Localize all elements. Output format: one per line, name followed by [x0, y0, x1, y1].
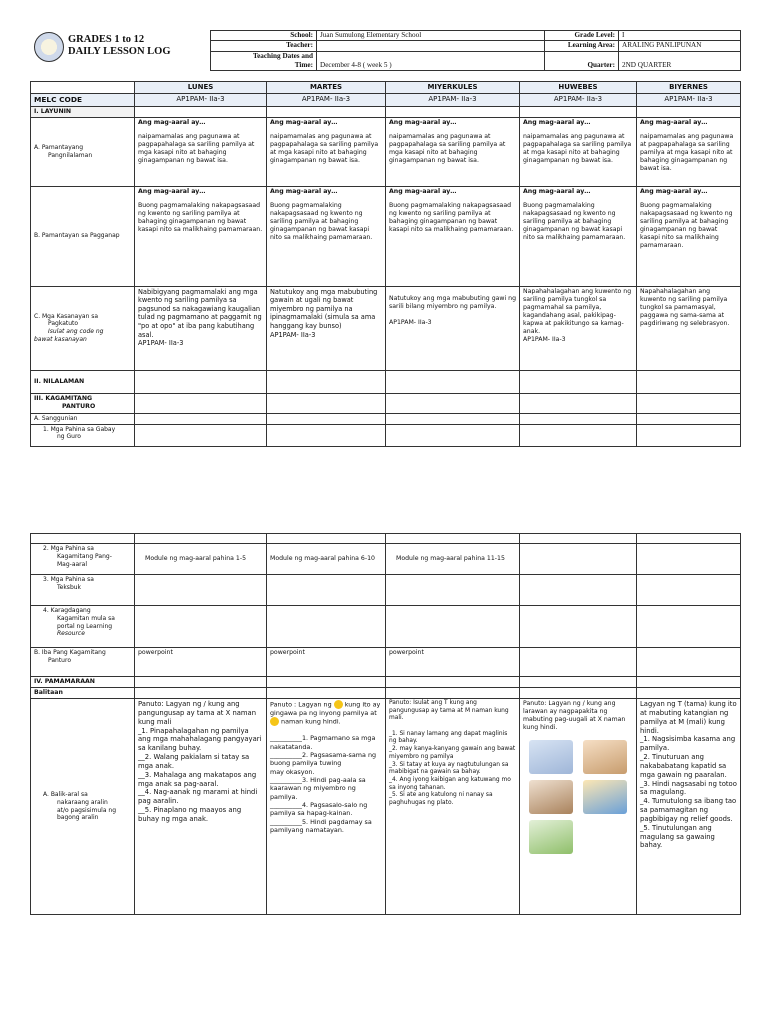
cell-text: naipamamalas ang pagunawa at pagpapahalaga sa sariling pamilya at mga kasapi nito at bahaging ginagampanan ng bawat isa.: [523, 132, 632, 165]
cell-module-miyerkules: Module ng mag-aaral pahina 11-15: [386, 544, 520, 575]
teaching-dates-label-line1: Teaching Dates and: [252, 51, 313, 60]
cell-text: naipamamalas ang pagunawa at pagpapahalaga sa sariling pamilya at mga kasapi nito at bahaging ginagampanan ng bawat isa.: [640, 132, 734, 173]
row-label-balik-aral: [31, 699, 135, 915]
cell-text: naipamamalas ang pagunawa at pagpapahalaga sa sariling pamilya at mga kasapi nito at bahaging ginagampanan ng bawat isa.: [138, 132, 255, 165]
cell-pagganap-martes: [267, 186, 386, 286]
smiley-sad-icon: [270, 717, 279, 726]
picture-child-caring: [529, 820, 573, 854]
cell-intro: Ang mag-aaral ay…: [640, 187, 708, 195]
row-label-line: Pagkatuto: [48, 320, 79, 328]
cell-intro: Ang mag-aaral ay…: [523, 118, 591, 126]
row-label-line: B. Iba Pang Kagamitang: [34, 649, 106, 656]
cell-kasanayan-martes: Natutukoy ang mga mabubuting gawain at ugali ng bawat miyembro ng pamilya na ipinagmamalaki (simula sa ama hanggang kay bunso) AP1PAM- IIa-3: [267, 286, 386, 370]
row-label-line: C. Mga Kasanayan sa: [34, 312, 99, 320]
melc-code-label: MELC CODE: [31, 94, 135, 107]
school-label: School:: [211, 31, 317, 41]
melc-code-lunes: AP1PAM- IIa-3: [135, 94, 267, 107]
cell-kasanayan-miyerkules: Natutukoy ang mga mabubuting gawi ng sarili bilang miyembro ng pamilya. AP1PAM- IIa-3: [386, 286, 520, 370]
row-label-line: Isulat ang code ng: [48, 328, 104, 336]
row-label-line: nakaraang aralin: [57, 798, 108, 806]
cell-balik-huwebes: [520, 699, 637, 915]
picture-grid: [523, 732, 633, 856]
picture-family-hug: [529, 740, 573, 774]
cell-pamantayang-huwebes: [520, 117, 637, 186]
section-kagamitang-panturo: [31, 393, 135, 413]
row-label-mga-kasanayan: [31, 286, 135, 370]
quarter-value: 2ND QUARTER: [619, 51, 741, 71]
corner-cell: [31, 82, 135, 94]
row-label-iba-pang-kagamitang-panturo: [31, 648, 135, 677]
section-line: III. KAGAMITANG: [34, 394, 93, 402]
cell-kasanayan-lunes: Nabibigyang pagmamalaki ang mga kwento ng sariling pamilya sa pagsunod sa nakagawiang kaugalian tulad ng pagmamano at paggamit ng "po at opo" at iba pang kabutihang asal. AP1PAM- IIa-3: [135, 286, 267, 370]
learning-area-value: ARALING PANLIPUNAN: [619, 41, 741, 51]
row-label-pamantayang-pangnilalaman: [31, 117, 135, 186]
cell-module-huwebes: [520, 544, 637, 575]
panuto-text: naman kung hindi.: [279, 717, 341, 726]
grade-level-value: I: [619, 31, 741, 41]
cell-pamantayang-biyernes: [637, 117, 741, 186]
row-label-pamantayan-sa-pagganap: B. Pamantayan sa Pagganap: [31, 186, 135, 286]
cell-iba-lunes: powerpoint: [135, 648, 267, 677]
cell-intro: Ang mag-aaral ay…: [389, 187, 457, 195]
row-label-line: bagong aralin: [57, 814, 99, 822]
martes-panuto: [270, 700, 382, 726]
row-label-line: A. Balik-aral sa: [43, 791, 88, 799]
cell-pagganap-biyernes: [637, 186, 741, 286]
teaching-dates-label: [211, 51, 317, 71]
cell-text: Buong pagmamalaking nakapagsasaad ng kwento ng sariling pamilya at bahaging ginagampanan ng bawat kasapi nito sa malikhaing pamamaraan.: [389, 201, 514, 234]
cell-text: Buong pagmamalaking nakapagsasaad ng kwento ng sariling pamilya at bahaging ginagampanan ng bawat kasapi nito sa malikhaing pamamaraan.: [523, 201, 626, 242]
teaching-dates-value: December 4-8 ( week 5 ): [317, 51, 545, 71]
day-miyerkules: MIYERKULES: [386, 82, 520, 94]
cell-iba-huwebes: [520, 648, 637, 677]
smiley-happy-icon: [334, 700, 343, 709]
lesson-table-part2: [30, 533, 740, 915]
row-label-karagdagang-kagamitan: [31, 606, 135, 648]
row-label-sanggunian: A. Sanggunian: [31, 413, 135, 424]
cell-module-lunes: Module ng mag-aaral pahina 1-5: [135, 544, 267, 575]
row-label-teksbuk: [31, 575, 135, 606]
grade-level-label: Grade Level:: [545, 31, 619, 41]
dll-title-line2: DAILY LESSON LOG: [68, 46, 171, 57]
cell-kasanayan-biyernes: Napahahalagahan ang kuwento ng sariling pamilya tungkol sa pamamasyal, paggawa ng sama-sama at pagdiriwang ng selebrasyon.: [637, 286, 741, 370]
row-label-kagamitang-pang-mag-aaral: [31, 544, 135, 575]
cell-balik-biyernes: Lagyan ng T (tama) kung ito at mabuting katangian ng pamilya at M (mali) kung hindi. _1. Nagsisimba kasama ang pamilya. _2. Tinuturuan ang nakababatang kapatid sa mga gawain ng paaralan. _3. Hindi nagsasabi ng totoo sa magulang. _4. Tumutulong sa ibang tao sa pamamagitan ng pagbibigay ng relief goods. _5. Tinutulungan ang magulang sa gawaing bahay.: [637, 699, 741, 915]
melc-code-huwebes: AP1PAM- IIa-3: [520, 94, 637, 107]
cell-pamantayang-miyerkules: [386, 117, 520, 186]
cell-text: naipamamalas ang pagunawa at pagpapahalaga sa sariling pamilya at mga kasapi nito at bahaging ginagampanan ng bawat isa.: [389, 132, 506, 165]
panuto-text: kung ito ay gingawa pa ng inyong pamilya at: [270, 700, 381, 718]
melc-code-martes: AP1PAM- IIa-3: [267, 94, 386, 107]
row-label-line: portal ng Learning: [57, 622, 113, 630]
cell-module-biyernes: [637, 544, 741, 575]
day-martes: MARTES: [267, 82, 386, 94]
cell-pagganap-lunes: [135, 186, 267, 286]
row-label-line: Teksbuk: [57, 583, 82, 591]
cell-balik-miyerkules: Panuto: Isulat ang T kung ang pangungusap ay tama at M naman kung mali. _1. Si nanay lamang ang dapat maglinis ng bahay. _2. may kanya-kanyang gawain ang bawat miyembro ng pamilya _3. Si tatay at kuya ay nagtutulungan sa mabibigat na gawain sa bahay. _4. Ang iyong kaibigan ang katuwang mo sa inyong tahanan. _5. Si ate ang katulong ni nanay sa paghuhugas ng plato.: [386, 699, 520, 915]
row-label-line: 3. Mga Pahina sa: [43, 576, 94, 583]
cell-text: Buong pagmamalaking nakapagsasaad ng kwento ng sariling pamilya at bahaging ginagampanan ng bawat kasapi nito sa malikhaing pamamaraan.: [270, 201, 373, 242]
cell-intro: Ang mag-aaral ay…: [138, 118, 206, 126]
huwebes-panuto: Panuto: Lagyan ng / kung ang larawan ay nagpapakita ng mabuting pag-uugali at X naman kung hindi.: [523, 700, 626, 732]
melc-code-miyerkules: AP1PAM- IIa-3: [386, 94, 520, 107]
lesson-table-part1: [30, 81, 740, 447]
picture-family-meal: [529, 780, 573, 814]
row-label-line: at/o pagsisimula ng: [57, 806, 117, 814]
melc-code-biyernes: AP1PAM- IIa-3: [637, 94, 741, 107]
row-label-line: A. Pamantayang: [34, 143, 84, 151]
row-label-line: 4. Karagdagang: [43, 607, 91, 614]
row-label-gabay-ng-guro: [31, 424, 135, 446]
cell-intro: Ang mag-aaral ay…: [270, 187, 338, 195]
cell-intro: Ang mag-aaral ay…: [270, 118, 338, 126]
deped-seal-logo: [34, 32, 64, 62]
cell-pagganap-miyerkules: [386, 186, 520, 286]
cell-text: Buong pagmamalaking nakapagsasaad ng kwento ng sariling pamilya at bahaging ginagampanan ng bawat kasapi nito sa malikhaing pamamaraan.: [640, 201, 733, 250]
cell-intro: Ang mag-aaral ay…: [640, 118, 708, 126]
section-nilalaman: II. NILALAMAN: [31, 370, 135, 393]
cell-intro: Ang mag-aaral ay…: [389, 118, 457, 126]
cell-intro: Ang mag-aaral ay…: [523, 187, 591, 195]
section-balitaan: Balitaan: [31, 688, 135, 699]
cell-module-martes: Module ng mag-aaral pahina 6-10: [267, 544, 386, 575]
section-layunin: I. LAYUNIN: [31, 106, 135, 117]
martes-items: __________1. Pagmamano sa mga nakatatanda. __________2. Pagsasama-sama ng buong pamilya tuwing may okasyon. __________3. Hindi pag-aala sa kaarawan ng miyembro ng pamilya. __________4. Pagsasalo-salo ng pamilya sa hapag-kainan. __________5. Hindi pagdamay sa pamilyang namatayan.: [270, 734, 377, 835]
learning-area-label: Learning Area:: [545, 41, 619, 51]
row-label-line: ng Guro: [57, 433, 81, 441]
cell-iba-miyerkules: powerpoint: [386, 648, 520, 677]
cell-pamantayang-martes: [267, 117, 386, 186]
school-value: Juan Sumulong Elementary School: [317, 31, 545, 41]
picture-child-helping: [583, 740, 627, 774]
row-label-line: Resource: [57, 630, 85, 638]
teacher-label: Teacher:: [211, 41, 317, 51]
row-label-line: 2. Mga Pahina sa: [43, 545, 94, 552]
cell-balik-martes: [267, 699, 386, 915]
teacher-value: [317, 41, 545, 51]
row-label-line: Mag-aaral: [57, 560, 87, 568]
row-label-line: Kagamitang Pang-: [57, 552, 112, 560]
cell-balik-lunes: Panuto: Lagyan ng / kung ang pangungusap ay tama at X naman kung mali _1. Pinapahalagahan ng pamilya ang mga mahahalagang pangyayari sa kanilang buhay. __2. Walang pakialam si tatay sa mga anak. __3. Mahalaga ang makatapos ang mga anak sa pag-aaral. __4. Nag-aanak ng marami at hindi pag aaralin. __5. Pinaplano ng maayos ang buhay ng mga anak.: [135, 699, 267, 915]
cell-pagganap-huwebes: [520, 186, 637, 286]
day-biyernes: BIYERNES: [637, 82, 741, 94]
day-huwebes: HUWEBES: [520, 82, 637, 94]
row-label-line: Pangnilalaman: [48, 151, 93, 159]
day-lunes: LUNES: [135, 82, 267, 94]
section-pamamaraan: IV. PAMAMARAAN: [31, 677, 135, 688]
panuto-text: Panuto : Lagyan ng: [270, 700, 334, 709]
cell-intro: Ang mag-aaral ay…: [138, 187, 206, 195]
section-line: PANTURO: [62, 402, 96, 410]
row-label-line: Kagamitan mula sa: [57, 614, 115, 622]
row-label-line: bawat kasanayan: [34, 336, 87, 344]
cell-kasanayan-huwebes: Napahahalagahan ang kuwento ng sariling pamilya tungkol sa pagmamahal sa pamilya, kagandahang asal, pakikipag-kapwa at pakikitungo sa kamag-anak. AP1PAM- IIa-3: [520, 286, 637, 370]
row-label-line: 1. Mga Pahina sa Gabay: [43, 425, 116, 433]
cell-text: Buong pagmamalaking nakapagsasaad ng kwento ng sariling pamilya at bahaging ginagampanan ng bawat kasapi nito sa malikhaing pamamaraan.: [138, 201, 263, 234]
cell-text: naipamamalas ang pagunawa at pagpapahalaga sa sariling pamilya at mga kasapi nito at bahaging ginagampanan ng bawat isa.: [270, 132, 379, 165]
dll-title-line1: GRADES 1 to 12: [68, 34, 145, 45]
cell-pamantayang-lunes: [135, 117, 267, 186]
cell-iba-martes: powerpoint: [267, 648, 386, 677]
teaching-dates-label-line2: Time:: [294, 61, 313, 70]
picture-children-fighting: [583, 780, 627, 814]
row-label-line: Panturo: [48, 656, 71, 664]
cell-iba-biyernes: [637, 648, 741, 677]
quarter-label: Quarter:: [545, 51, 619, 71]
